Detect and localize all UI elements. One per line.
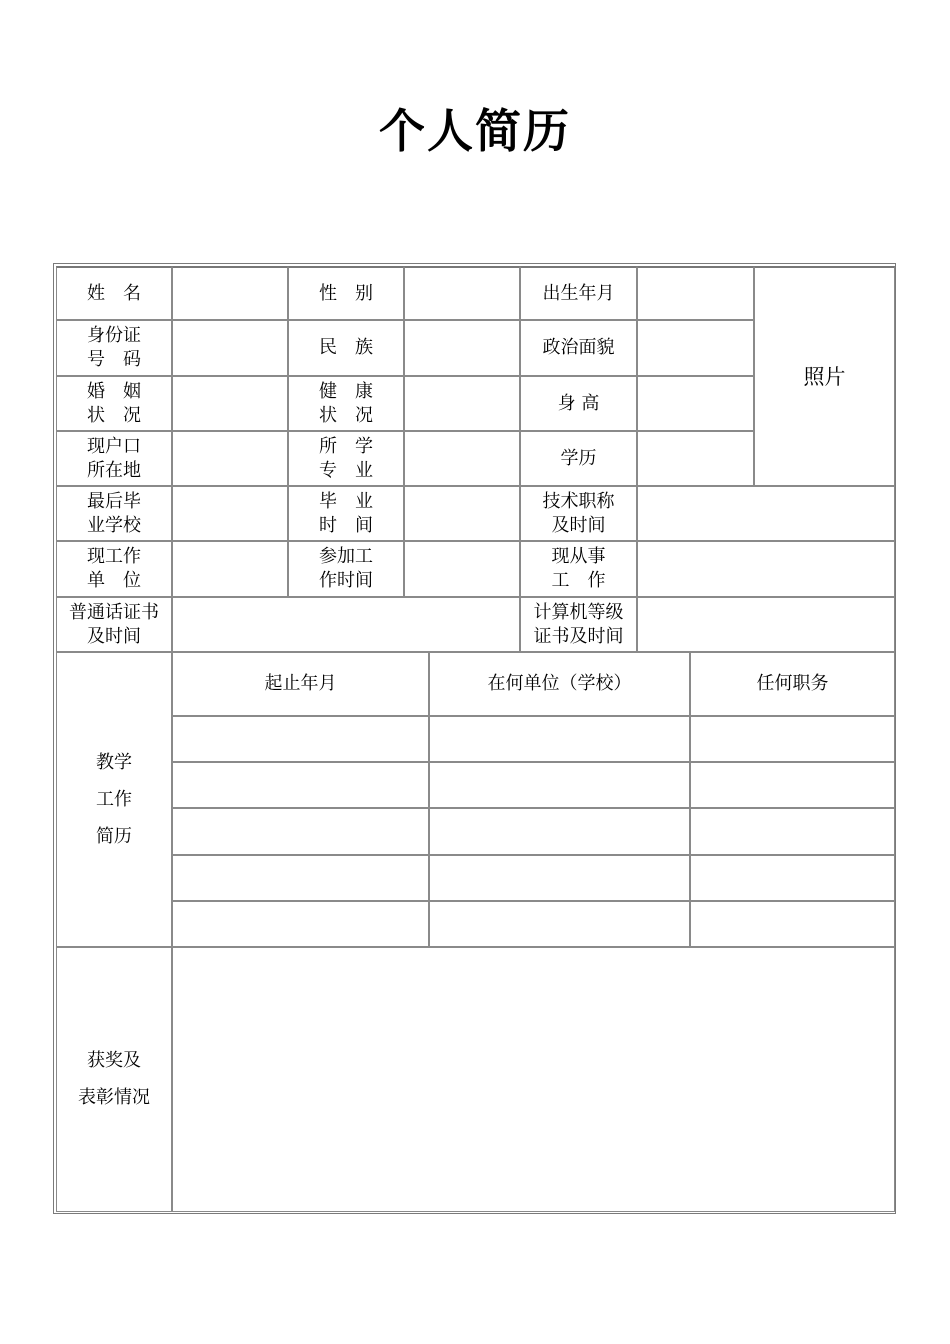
health-field[interactable]: [404, 376, 520, 431]
history-row-4-employer[interactable]: [429, 855, 690, 901]
marital-label: 婚 姻 状 况: [56, 376, 172, 431]
history-row-4-position[interactable]: [690, 855, 895, 901]
history-col-position: 任何职务: [690, 652, 895, 716]
hukou-field[interactable]: [172, 431, 288, 486]
current-job-label: 现从事 工 作: [520, 541, 637, 597]
education-field[interactable]: [637, 431, 754, 486]
current-job-field[interactable]: [637, 541, 895, 597]
history-row-1-period[interactable]: [172, 716, 429, 762]
political-field[interactable]: [637, 320, 754, 376]
computer-label: 计算机等级 证书及时间: [520, 597, 637, 652]
major-field[interactable]: [404, 431, 520, 486]
birth-label: 出生年月: [520, 266, 637, 320]
history-col-period: 起止年月: [172, 652, 429, 716]
computer-field[interactable]: [637, 597, 895, 652]
education-label: 学历: [520, 431, 637, 486]
history-row-5-period[interactable]: [172, 901, 429, 947]
history-row-4-period[interactable]: [172, 855, 429, 901]
history-row-5-employer[interactable]: [429, 901, 690, 947]
mandarin-field[interactable]: [172, 597, 520, 652]
work-start-label: 参加工 作时间: [288, 541, 404, 597]
tech-title-field[interactable]: [637, 486, 895, 541]
workplace-field[interactable]: [172, 541, 288, 597]
hukou-label: 现户口 所在地: [56, 431, 172, 486]
ethnicity-label: 民 族: [288, 320, 404, 376]
awards-section-label: 获奖及 表彰情况: [56, 947, 172, 1212]
id-field[interactable]: [172, 320, 288, 376]
height-field[interactable]: [637, 376, 754, 431]
history-row-2-employer[interactable]: [429, 762, 690, 808]
gender-label: 性 别: [288, 266, 404, 320]
history-row-3-position[interactable]: [690, 808, 895, 855]
last-school-label: 最后毕 业学校: [56, 486, 172, 541]
id-label: 身份证 号 码: [56, 320, 172, 376]
ethnicity-field[interactable]: [404, 320, 520, 376]
mandarin-label: 普通话证书 及时间: [56, 597, 172, 652]
height-label: 身 高: [520, 376, 637, 431]
tech-title-label: 技术职称 及时间: [520, 486, 637, 541]
history-row-2-position[interactable]: [690, 762, 895, 808]
history-section-label: 教学 工作 简历: [56, 652, 172, 947]
history-row-2-period[interactable]: [172, 762, 429, 808]
birth-field[interactable]: [637, 266, 754, 320]
marital-field[interactable]: [172, 376, 288, 431]
political-label: 政治面貌: [520, 320, 637, 376]
resume-form: [53, 263, 896, 1214]
name-field[interactable]: [172, 266, 288, 320]
awards-field[interactable]: [172, 947, 895, 1212]
history-row-1-employer[interactable]: [429, 716, 690, 762]
page-title: 个人简历: [379, 104, 571, 158]
history-row-3-period[interactable]: [172, 808, 429, 855]
work-start-field[interactable]: [404, 541, 520, 597]
history-col-employer: 在何单位（学校）: [429, 652, 690, 716]
history-row-1-position[interactable]: [690, 716, 895, 762]
last-school-field[interactable]: [172, 486, 288, 541]
workplace-label: 现工作 单 位: [56, 541, 172, 597]
history-row-3-employer[interactable]: [429, 808, 690, 855]
grad-time-label: 毕 业 时 间: [288, 486, 404, 541]
gender-field[interactable]: [404, 266, 520, 320]
health-label: 健 康 状 况: [288, 376, 404, 431]
name-label: 姓 名: [56, 266, 172, 320]
major-label: 所 学 专 业: [288, 431, 404, 486]
history-row-5-position[interactable]: [690, 901, 895, 947]
photo-box[interactable]: 照片: [754, 266, 895, 486]
grad-time-field[interactable]: [404, 486, 520, 541]
